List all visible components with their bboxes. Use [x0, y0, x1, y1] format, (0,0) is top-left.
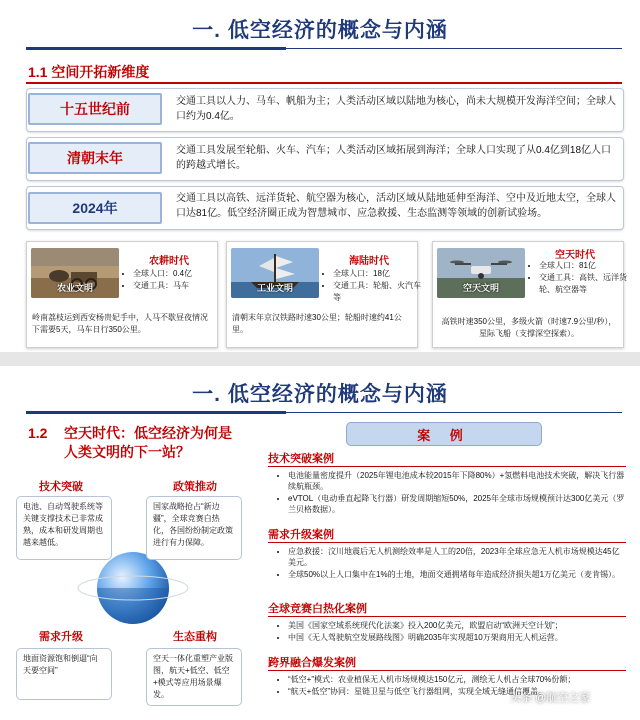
diagram-title-policy: 政策推动 — [173, 481, 217, 493]
case-title: 全球竞赛白热化案例 — [268, 603, 367, 615]
era-description: 交通工具发展至轮船、火车、汽车；人类活动区域拓展到海洋；全球人口实现了从0.4亿到18亿人口的跨越式增长。 — [176, 145, 612, 171]
list-item: • 全球人口：0.4亿 — [133, 268, 225, 280]
agricultural-photo — [31, 248, 119, 298]
section-number: 1.2 — [28, 425, 48, 441]
slide-separator — [0, 352, 640, 366]
title-rule-right — [286, 412, 622, 413]
case-body — [276, 546, 626, 581]
list-item: • 交通工具：高铁、远洋货轮、航空器等 — [539, 272, 631, 296]
image-caption: 空天文明 — [462, 283, 499, 293]
diagram-box-policy: 国家战略抢占“新边疆”，全球竞赛白热化，各国纷纷制定政策进行有力保障。 — [146, 496, 242, 560]
case-rule — [268, 466, 626, 467]
slide-title: 一. 低空经济的概念与内涵 — [192, 19, 448, 42]
era-label: 2024年 — [28, 192, 162, 224]
image-caption: 农业文明 — [56, 283, 93, 293]
era-card-industrial — [226, 241, 421, 348]
era-card-agricultural — [26, 241, 218, 348]
list-item: • eVTOL（电动垂直起降飞行器）研发周期缩短50%，2025年全球市场规模预计达300亿美元（罗兰贝格数据）。 — [288, 493, 626, 515]
era-description: 交通工具以高铁、远洋货轮、航空器为核心，活动区域从陆地延伸至海洋、空中及近地太空，全球人口达81亿。低空经济圈正成为智慧城市、应急救援、生态监测等领域的创新试验场。 — [176, 193, 616, 219]
era-card-note: 高铁时速350公里，多级火箭（时速7.9公里/秒），星际飞船（支撑深空探索）。 — [441, 317, 617, 338]
era-card-space — [432, 241, 627, 348]
list-item: • “低空+”模式：农业植保无人机市场规模达150亿元，测绘无人机占全球70%份额； — [288, 674, 626, 685]
section-underline — [26, 82, 622, 84]
era-card-note: 岭南荔枝运到西安杨贵妃手中，人马不歇昼夜情况下需要5天，马车日行350公里。 — [32, 313, 208, 334]
list-item: • “航天+低空”协同：星链卫星与低空飞行器组网，实现全域无缝通信覆盖。 — [288, 686, 626, 697]
list-item: • 交通工具：马车 — [133, 280, 225, 292]
diagram-title-demand: 需求升级 — [39, 631, 83, 643]
case-title: 需求升级案例 — [268, 529, 334, 541]
title-rule-left — [26, 47, 286, 50]
list-item: • 应急救援：汶川地震后无人机测绘效率是人工的20倍，2023年全球应急无人机市场规模达45亿美元。 — [288, 546, 626, 568]
list-item: • 美国《国家空域系统现代化法案》投入200亿美元，欧盟启动“欧洲天空计划”； — [288, 620, 626, 631]
diagram-box-eco: 空天一体化重塑产业版图，航天+低空、低空+模式等应用场景爆发。 — [146, 648, 242, 706]
list-item: • 电池能量密度提升（2025年锂电池成本较2015年下降80%）+氢燃料电池技术突破，解决飞行器续航瓶颈。 — [288, 470, 626, 492]
case-rule — [268, 542, 626, 543]
case-title: 跨界融合爆发案例 — [268, 657, 356, 669]
case-body — [276, 470, 626, 516]
era-card-list — [123, 268, 225, 292]
list-item: • 中国《无人驾驶航空发展路线图》明确2035年实现超10万架商用无人机运营。 — [288, 632, 626, 643]
title-rule-right — [286, 48, 622, 49]
era-description: 交通工具以人力、马车、帆船为主；人类活动区域以陆地为核心，尚未大规模开发海洋空间；全球人口约为0.4亿。 — [176, 96, 616, 122]
list-item: • 全球50%以上人口集中在1%的土地，地面交通拥堵每年造成经济损失超1万亿美元（麦肯锡）。 — [288, 569, 626, 580]
list-item: • 全球人口：18亿 — [333, 268, 425, 280]
era-card-note: 清朝末年京汉铁路时速30公里；轮船时速约41公里。 — [232, 313, 402, 334]
title-rule-left — [26, 411, 286, 414]
era-card-list — [323, 268, 425, 304]
era-card-title: 空天时代 — [555, 250, 595, 261]
case-rule — [268, 616, 626, 617]
era-card-title: 海陆时代 — [349, 256, 389, 267]
case-title: 技术突破案例 — [268, 453, 334, 465]
section-heading: 空天时代：低空经济为何是人类文明的下一站？ — [64, 425, 232, 460]
diagram-title-tech: 技术突破 — [39, 481, 83, 493]
diagram-box-tech: 电池、自动驾驶系统等关键支撑技术已非常成熟，成本和研发周期也越来越低。 — [16, 496, 112, 560]
watermark: 头条 @航空之家 — [510, 692, 591, 704]
list-item: • 全球人口：81亿 — [539, 260, 631, 272]
case-rule — [268, 670, 626, 671]
slide-title: 一. 低空经济的概念与内涵 — [192, 383, 448, 406]
section-heading: 1.1 空间开拓新维度 — [28, 64, 150, 80]
era-label: 清朝末年 — [28, 142, 162, 174]
industrial-photo — [231, 248, 319, 298]
era-card-list — [529, 260, 631, 296]
diagram-title-eco: 生态重构 — [173, 631, 217, 643]
case-body — [276, 620, 626, 644]
diagram-box-demand: 地面资源饱和倒逼“向天要空间” — [16, 648, 112, 700]
image-caption: 工业文明 — [256, 283, 293, 293]
era-card-title: 农耕时代 — [149, 256, 189, 267]
era-label: 十五世纪前 — [28, 93, 162, 125]
case-header: 案 例 — [346, 422, 542, 446]
slide-1 — [0, 0, 640, 352]
space-photo — [437, 248, 525, 298]
list-item: • 交通工具：轮船、火汽车等 — [333, 280, 425, 304]
